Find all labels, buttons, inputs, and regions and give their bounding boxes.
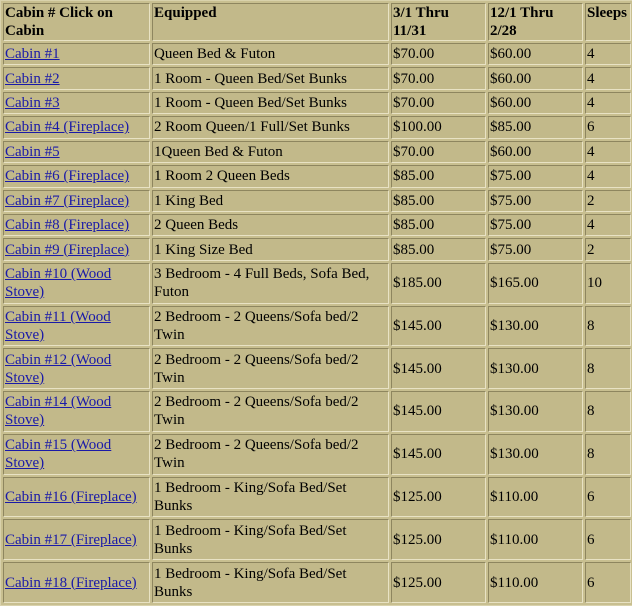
header-cabin: Cabin # Click on Cabin	[3, 3, 150, 41]
rate-season-1-cell: $185.00	[391, 263, 486, 304]
rate-season-2-cell: $75.00	[488, 165, 583, 187]
sleeps-cell: 6	[585, 562, 631, 603]
table-row	[3, 116, 631, 138]
rate-season-2-cell: $75.00	[488, 214, 583, 236]
rate-season-2-cell: $130.00	[488, 306, 583, 347]
equipped-cell: 1 Bedroom - King/Sofa Bed/Set Bunks	[152, 562, 389, 603]
table-body	[3, 43, 631, 603]
cabin-link[interactable]: Cabin #17 (Fireplace)	[5, 531, 137, 548]
equipped-cell: 2 Bedroom - 2 Queens/Sofa bed/2 Twin	[152, 391, 389, 432]
sleeps-cell: 6	[585, 477, 631, 518]
cabin-cell	[3, 214, 150, 236]
rate-season-2-cell: $130.00	[488, 391, 583, 432]
equipped-cell: Queen Bed & Futon	[152, 43, 389, 65]
cabin-link[interactable]: Cabin #4 (Fireplace)	[5, 119, 130, 136]
equipped-cell: 1 Room - Queen Bed/Set Bunks	[152, 92, 389, 114]
table-row	[3, 190, 631, 212]
table-row	[3, 391, 631, 432]
cabin-cell	[3, 519, 150, 560]
rate-season-2-cell: $60.00	[488, 67, 583, 89]
rate-season-2-cell: $60.00	[488, 92, 583, 114]
cabin-cell	[3, 67, 150, 89]
equipped-cell: 2 Bedroom - 2 Queens/Sofa bed/2 Twin	[152, 434, 389, 475]
rate-season-2-cell: $85.00	[488, 116, 583, 138]
sleeps-cell: 4	[585, 67, 631, 89]
sleeps-cell: 8	[585, 348, 631, 389]
cabin-cell	[3, 116, 150, 138]
table-row	[3, 306, 631, 347]
table-row	[3, 67, 631, 89]
rate-season-1-cell: $85.00	[391, 190, 486, 212]
cabin-link[interactable]: Cabin #12 (Wood Stove)	[5, 351, 112, 386]
rate-season-1-cell: $85.00	[391, 165, 486, 187]
cabin-link[interactable]: Cabin #6 (Fireplace)	[5, 168, 130, 185]
rate-season-1-cell: $145.00	[391, 348, 486, 389]
cabin-cell	[3, 165, 150, 187]
cabin-link[interactable]: Cabin #9 (Fireplace)	[5, 241, 130, 258]
rate-season-2-cell: $165.00	[488, 263, 583, 304]
sleeps-cell: 6	[585, 116, 631, 138]
header-equipped: Equipped	[152, 3, 389, 41]
equipped-cell: 1 Room - Queen Bed/Set Bunks	[152, 67, 389, 89]
sleeps-cell: 2	[585, 190, 631, 212]
cabin-link[interactable]: Cabin #8 (Fireplace)	[5, 217, 130, 234]
equipped-cell: 1 King Bed	[152, 190, 389, 212]
table-row	[3, 165, 631, 187]
cabin-cell	[3, 306, 150, 347]
sleeps-cell: 4	[585, 214, 631, 236]
cabin-cell	[3, 391, 150, 432]
rate-season-1-cell: $70.00	[391, 67, 486, 89]
header-season-2: 12/1 Thru 2/28	[488, 3, 583, 41]
cabin-cell	[3, 190, 150, 212]
rate-season-2-cell: $130.00	[488, 434, 583, 475]
sleeps-cell: 2	[585, 238, 631, 260]
rate-season-1-cell: $100.00	[391, 116, 486, 138]
cabin-cell	[3, 434, 150, 475]
table-row	[3, 141, 631, 163]
rate-season-1-cell: $85.00	[391, 214, 486, 236]
equipped-cell: 1 Bedroom - King/Sofa Bed/Set Bunks	[152, 477, 389, 518]
cabin-link[interactable]: Cabin #1	[5, 46, 60, 63]
rate-season-1-cell: $70.00	[391, 141, 486, 163]
table-row	[3, 214, 631, 236]
table-row	[3, 348, 631, 389]
sleeps-cell: 10	[585, 263, 631, 304]
sleeps-cell: 8	[585, 306, 631, 347]
cabin-cell	[3, 238, 150, 260]
equipped-cell: 1 King Size Bed	[152, 238, 389, 260]
equipped-cell: 3 Bedroom - 4 Full Beds, Sofa Bed, Futon	[152, 263, 389, 304]
equipped-cell: 2 Room Queen/1 Full/Set Bunks	[152, 116, 389, 138]
rate-season-1-cell: $70.00	[391, 43, 486, 65]
table-row	[3, 92, 631, 114]
sleeps-cell: 8	[585, 434, 631, 475]
equipped-cell: 2 Bedroom - 2 Queens/Sofa bed/2 Twin	[152, 348, 389, 389]
table-row	[3, 43, 631, 65]
cabin-link[interactable]: Cabin #10 (Wood Stove)	[5, 266, 112, 301]
sleeps-cell: 4	[585, 165, 631, 187]
cabin-link[interactable]: Cabin #11 (Wood Stove)	[5, 308, 111, 343]
cabin-cell	[3, 43, 150, 65]
sleeps-cell: 4	[585, 141, 631, 163]
cabin-link[interactable]: Cabin #15 (Wood Stove)	[5, 437, 112, 472]
rate-season-1-cell: $125.00	[391, 477, 486, 518]
table-row	[3, 477, 631, 518]
rate-season-1-cell: $125.00	[391, 519, 486, 560]
cabin-link[interactable]: Cabin #5	[5, 143, 60, 160]
table-row	[3, 434, 631, 475]
rate-season-2-cell: $110.00	[488, 562, 583, 603]
table-row	[3, 263, 631, 304]
sleeps-cell: 6	[585, 519, 631, 560]
cabin-link[interactable]: Cabin #3	[5, 95, 60, 112]
rate-season-1-cell: $145.00	[391, 434, 486, 475]
rate-season-2-cell: $60.00	[488, 43, 583, 65]
header-season-1: 3/1 Thru 11/31	[391, 3, 486, 41]
cabin-link[interactable]: Cabin #7 (Fireplace)	[5, 192, 130, 209]
equipped-cell: 1Queen Bed & Futon	[152, 141, 389, 163]
rate-season-2-cell: $75.00	[488, 190, 583, 212]
sleeps-cell: 8	[585, 391, 631, 432]
rate-season-1-cell: $125.00	[391, 562, 486, 603]
cabin-cell	[3, 141, 150, 163]
rate-season-2-cell: $130.00	[488, 348, 583, 389]
cabin-cell	[3, 263, 150, 304]
rate-season-2-cell: $110.00	[488, 477, 583, 518]
header-sleeps: Sleeps	[585, 3, 631, 41]
rate-season-2-cell: $60.00	[488, 141, 583, 163]
cabin-link[interactable]: Cabin #18 (Fireplace)	[5, 574, 137, 591]
equipped-cell: 2 Queen Beds	[152, 214, 389, 236]
equipped-cell: 2 Bedroom - 2 Queens/Sofa bed/2 Twin	[152, 306, 389, 347]
cabin-cell	[3, 348, 150, 389]
sleeps-cell: 4	[585, 43, 631, 65]
cabin-link[interactable]: Cabin #2	[5, 70, 60, 87]
sleeps-cell: 4	[585, 92, 631, 114]
equipped-cell: 1 Bedroom - King/Sofa Bed/Set Bunks	[152, 519, 389, 560]
rate-season-1-cell: $70.00	[391, 92, 486, 114]
cabin-cell	[3, 562, 150, 603]
cabin-link[interactable]: Cabin #14 (Wood Stove)	[5, 394, 112, 429]
cabin-cell	[3, 477, 150, 518]
rate-season-1-cell: $85.00	[391, 238, 486, 260]
header-row	[3, 3, 631, 41]
table-row	[3, 238, 631, 260]
rate-season-1-cell: $145.00	[391, 391, 486, 432]
table-row	[3, 519, 631, 560]
rate-season-2-cell: $75.00	[488, 238, 583, 260]
rate-season-2-cell: $110.00	[488, 519, 583, 560]
rate-season-1-cell: $145.00	[391, 306, 486, 347]
cabin-link[interactable]: Cabin #16 (Fireplace)	[5, 489, 137, 505]
cabin-cell	[3, 92, 150, 114]
table-row	[3, 562, 631, 603]
equipped-cell: 1 Room 2 Queen Beds	[152, 165, 389, 187]
